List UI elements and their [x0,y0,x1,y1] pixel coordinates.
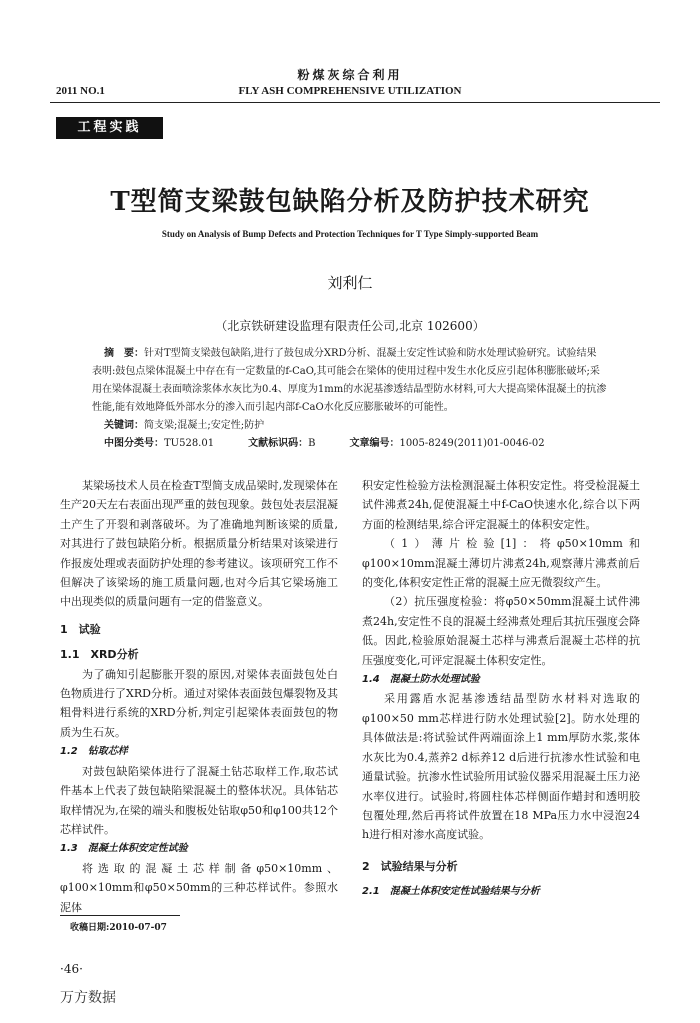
article-title-cn: T型简支梁鼓包缺陷分析及防护技术研究 [110,187,590,217]
footnote-rule [60,915,180,916]
keywords-line [92,417,657,435]
keywords-text: 简支梁;混凝土;安定性;防护 [144,420,265,431]
author-name: 刘利仁 [327,274,373,292]
intro-paragraph: 某梁场技术人员在检查T型简支成品梁时,发现梁体在生产20天左右表面出现严重的鼓包现象。鼓包处表层混凝土产生了开裂和剥落破坏。为了准确地判断该梁的质量,对其进行了鼓包缺陷分析。根据质量分析结果对该梁进行作报废处理或表面防护处理的参考建议。该项研究工作不但解决了该梁场的施工质量问题,也对今后其它梁场施工中出现类似的质量问题有一定的借鉴意义。 [60,479,338,609]
abstract-label: 摘 要： [104,348,144,359]
page-number: ·46· [60,962,83,976]
section-1-1-paragraph: 为了确知引起膨胀开裂的原因,对梁体表面鼓包处白色物质进行了XRD分析。通过对梁体表面鼓包爆裂物及其粗骨料进行系统的XRD分析,判定引起梁体表面鼓包的物质为生石灰。 [60,667,338,739]
section-1-3-paragraph: 将选取的混凝土芯样制备φ50×10mm、φ100×10mm和φ50×50mm的三种芯样试件。参照水泥体 [60,861,338,914]
keywords-label: 关键词： [104,420,144,431]
right-paragraph-2: （1）薄片检验[1]：将φ50×10mm和φ100×10mm混凝土薄切片沸煮24h,观察薄片沸煮前后的变化,体积安定性正常的混凝土应无微裂纹产生。 [362,537,640,590]
left-column [60,476,338,917]
author-affiliation: （北京铁研建设监理有限责任公司,北京 102600） [215,319,485,333]
section-2-1-heading: 2.1 混凝土体积安定性试验结果与分析 [362,886,540,898]
abstract-block [92,345,657,453]
right-column [362,476,640,902]
issue-label: 2011 NO.1 [56,85,105,97]
classification-line [92,435,657,453]
column-tag: 工程实践 [56,117,163,139]
watermark: 万方数据 [60,990,116,1006]
section-1-1-heading: 1.1 XRD分析 [60,648,139,662]
section-2-heading: 2 试验结果与分析 [362,859,458,873]
section-1-4-paragraph: 采用露盾水泥基渗透结晶型防水材料对选取的φ100×50 mm芯样进行防水处理试验[2]。防水处理的具体做法是:将试验试件两端面涂上1 mm厚防水浆,浆体水灰比为0.4,蒸养2 d标养12 d后进行抗渗水性试验和电通量试验。抗渗水性试验所用试验仪器采用混凝土压力泌水率仪进行。试验时,将圆柱体芯样侧面作蜡封和透明胶包覆处理,然后再将试件放置在18 MPa压力水中浸泡24 h进行相对渗水高度试验。 [362,692,640,842]
header-rule [50,102,660,103]
abstract-line-1: 摘 要：针对T型简支梁鼓包缺陷,进行了鼓包成分XRD分析、混凝土安定性试验和防水处理试验研究。试验结果 [92,345,657,363]
article-number: 文章编号：1005-8249(2011)01-0046-02 [349,438,545,449]
section-1-heading: 1 试验 [60,622,101,636]
abstract-line-2: 表明:鼓包点梁体混凝土中存在有一定数量的f-CaO,其可能会在梁体的使用过程中发生水化反应引起体积膨胀破坏;采 [92,366,600,377]
section-1-2-heading: 1.2 钻取芯样 [60,746,128,758]
document-code: 文献标识码：B [248,438,316,449]
right-paragraph-1: 积安定性检验方法检测混凝土体积安定性。将受检混凝土试件沸煮24h,促使混凝土中f-CaO快速水化,综合以下两方面的检测结果,综合评定混凝土的体积安定性。 [362,479,640,531]
received-date-footnote: 收稿日期:2010-07-07 [70,923,167,933]
section-1-4-heading: 1.4 混凝土防水处理试验 [362,674,480,686]
clc-code: 中图分类号：TU528.01 [104,438,215,449]
section-1-2-paragraph: 对鼓包缺陷梁体进行了混凝土钻芯取样工作,取芯试件基本上代表了鼓包缺陷梁混凝土的整体状况。具体钻芯取样情况为,在梁的端头和腹板处钻取φ50和φ100共12个芯样试件。 [60,764,338,836]
section-1-3-heading: 1.3 混凝土体积安定性试验 [60,843,188,855]
abstract-line-4: 性能,能有效地降低外部水分的渗入而引起内部f-CaO水化反应膨胀破坏的可能性。 [92,402,454,413]
article-title-en: Study on Analysis of Bump Defects and Protection Techniques for T Type Simply-supported Beam [161,229,539,239]
journal-name-cn: 粉煤灰综合利用 [297,68,403,82]
right-paragraph-3: （2）抗压强度检验：将φ50×50mm混凝土试件沸煮24h,安定性不良的混凝土经沸煮处理后其抗压强度会降低。因此,检验原始混凝土芯样与沸煮后混凝土芯样的抗压强度变化,可评定混凝土体积安定性。 [362,595,640,667]
journal-name-en: FLY ASH COMPREHENSIVE UTILIZATION [238,85,462,97]
abstract-line-3: 用在梁体混凝土表面喷涂浆体水灰比为0.4、厚度为1mm的水泥基渗透结晶型防水材料,可大大提高梁体混凝土的抗渗 [92,384,607,395]
